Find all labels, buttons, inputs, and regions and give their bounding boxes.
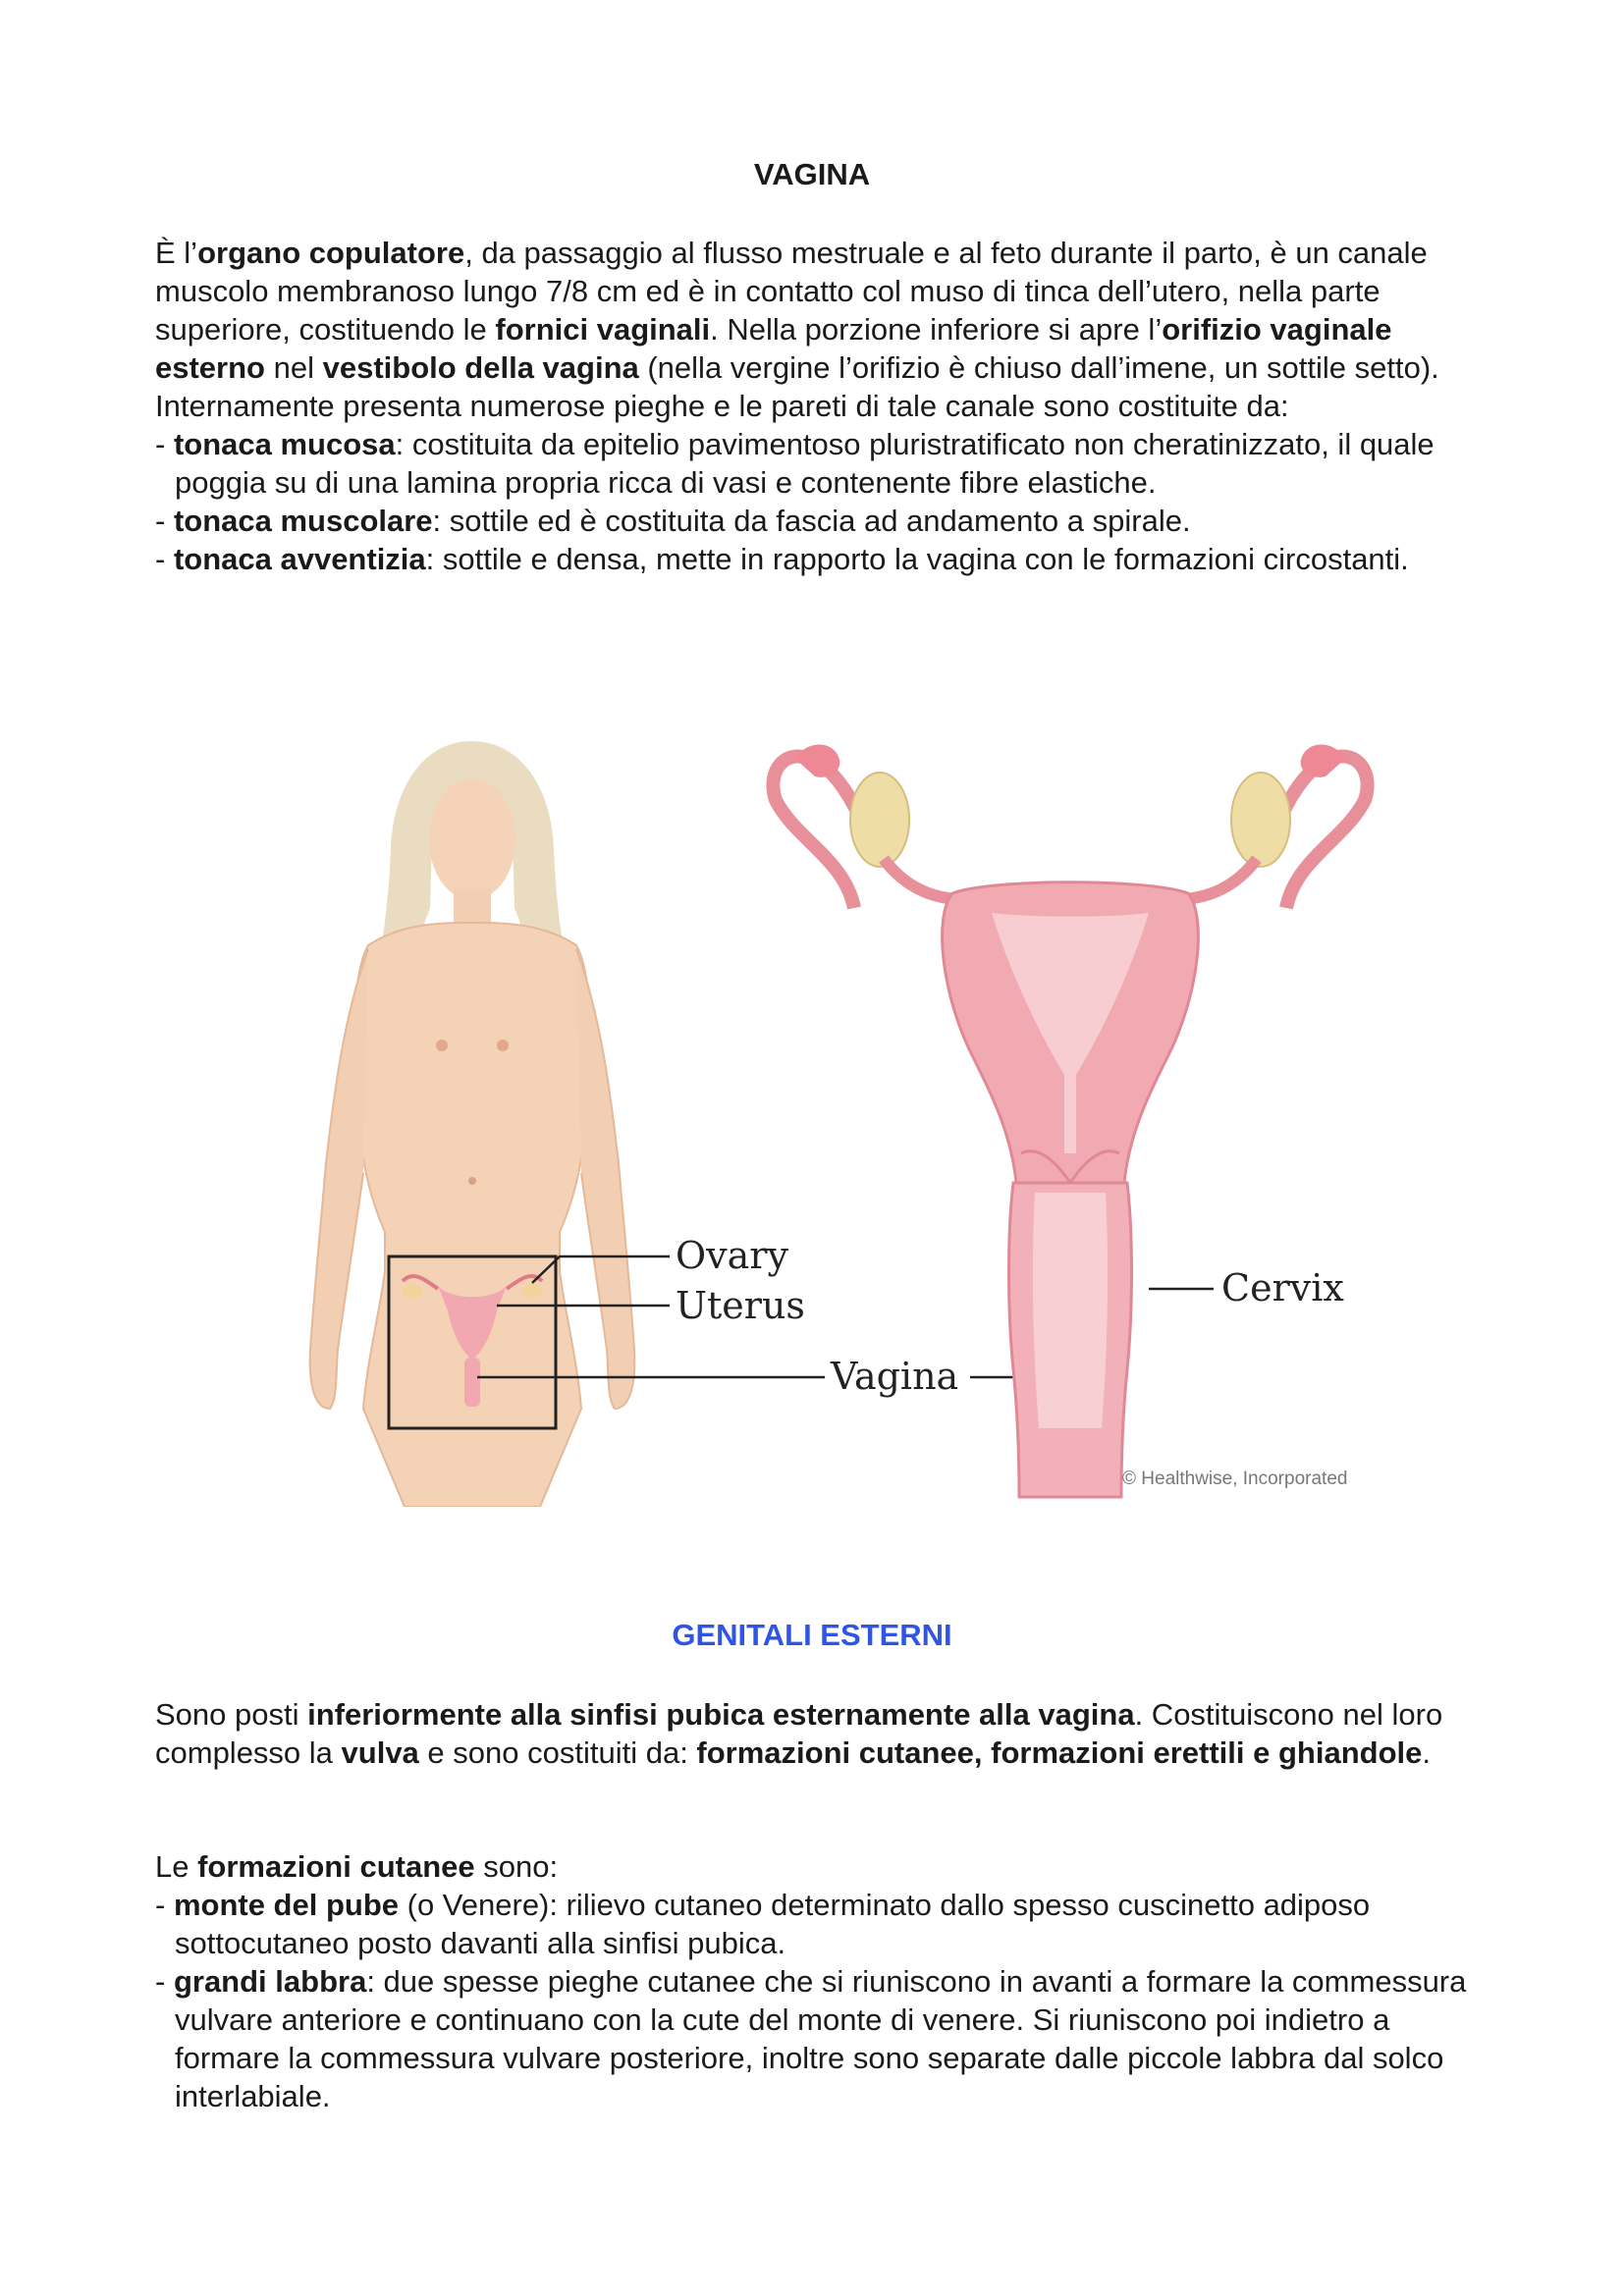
- section-title-vagina: VAGINA: [753, 157, 871, 191]
- list-item: - grandi labbra: due spesse pieghe cutanee che si riuniscono in avanti a formare la commessura vulvare anteriore e continuano con la cute del monte di venere. Si riuniscono poi indietro a formare la commessura vulvare posteriore, inoltre sono separate dalle piccole labbra dal solco interlabiale.: [155, 1964, 1467, 2113]
- list-item: - tonaca mucosa: costituita da epitelio pavimentoso pluristratificato non cheratinizzato, il quale poggia su di una lamina propria ricca di vasi e contenente fibre elastiche.: [155, 427, 1435, 500]
- term-organo-copulatore: organo copulatore: [197, 236, 465, 270]
- anatomy-illustration: [265, 721, 1424, 1507]
- term-fornici-vaginali: fornici vaginali: [495, 312, 711, 347]
- term-vestibolo: vestibolo della vagina: [322, 350, 639, 385]
- genitali-intro-paragraph: Sono posti inferiormente alla sinfisi pubica esternamente alla vagina. Costituiscono nel loro complesso la vulva e sono costituiti da: formazioni cutanee, formazioni erettili e ghiandole.: [155, 1697, 1443, 1770]
- label-vagina: Vagina: [831, 1355, 959, 1398]
- section-title-genitali: GENITALI ESTERNI: [672, 1618, 952, 1652]
- list-item: - monte del pube (o Venere): rilievo cutaneo determinato dallo spesso cuscinetto adiposo sottocutaneo posto davanti alla sinfisi pubica.: [155, 1888, 1371, 1960]
- label-ovary: Ovary: [676, 1234, 788, 1277]
- image-credit: © Healthwise, Incorporated: [1122, 1468, 1348, 1489]
- list-item: - tonaca avventizia: sottile e densa, mette in rapporto la vagina con le formazioni circostanti.: [155, 542, 1409, 576]
- anatomy-figure: [265, 721, 1424, 1507]
- label-uterus: Uterus: [676, 1284, 805, 1327]
- list-item: - tonaca muscolare: sottile ed è costituita da fascia ad andamento a spirale.: [155, 504, 1191, 538]
- formazioni-cutanee-paragraph: Le formazioni cutanee sono: - monte del pube (o Venere): rilievo cutaneo determinato dallo spesso cuscinetto adiposo sottocutaneo posto davanti alla sinfisi pubica. - grandi labbra: due spesse pieghe cutanee che si riuniscono in avanti a formare la commessura vulvare anteriore e continuano con la cute del monte di venere. Si riuniscono poi indietro a formare la commessura vulvare posteriore, inoltre sono separate dalle piccole labbra dal solco interlabiale.: [155, 1847, 1490, 2115]
- label-cervix: Cervix: [1221, 1266, 1344, 1309]
- term-orifizio-vaginale: orifizio vaginale esterno: [155, 312, 1392, 385]
- vagina-walls-intro: Internamente presenta numerose pieghe e le pareti di tale canale sono costituite da:: [155, 389, 1289, 423]
- vagina-intro-paragraph: È l’organo copulatore, da passaggio al flusso mestruale e al feto durante il parto, è un canale muscolo membranoso lungo 7/8 cm ed è in contatto col muso di tinca dell’utero, nella parte superiore, costituendo le fornici vaginali. Nella porzione inferiore si apre l’orifizio vaginale esterno nel vestibolo della vagina (nella vergine l’orifizio è chiuso dall’imene, un sottile setto). Internamente presenta numerose pieghe e le pareti di tale canale sono costituite da: - tonaca mucosa: costituita da epitelio pavimentoso pluristratificato non cheratinizzato, il quale poggia su di una lamina propria ricca di vasi e contenente fibre elastiche. - tonaca muscolare: sottile ed è costituita da fascia ad andamento a spirale. - tonaca avventizia: sottile e densa, mette in rapporto la vagina con le formazioni circostanti.: [155, 234, 1490, 578]
